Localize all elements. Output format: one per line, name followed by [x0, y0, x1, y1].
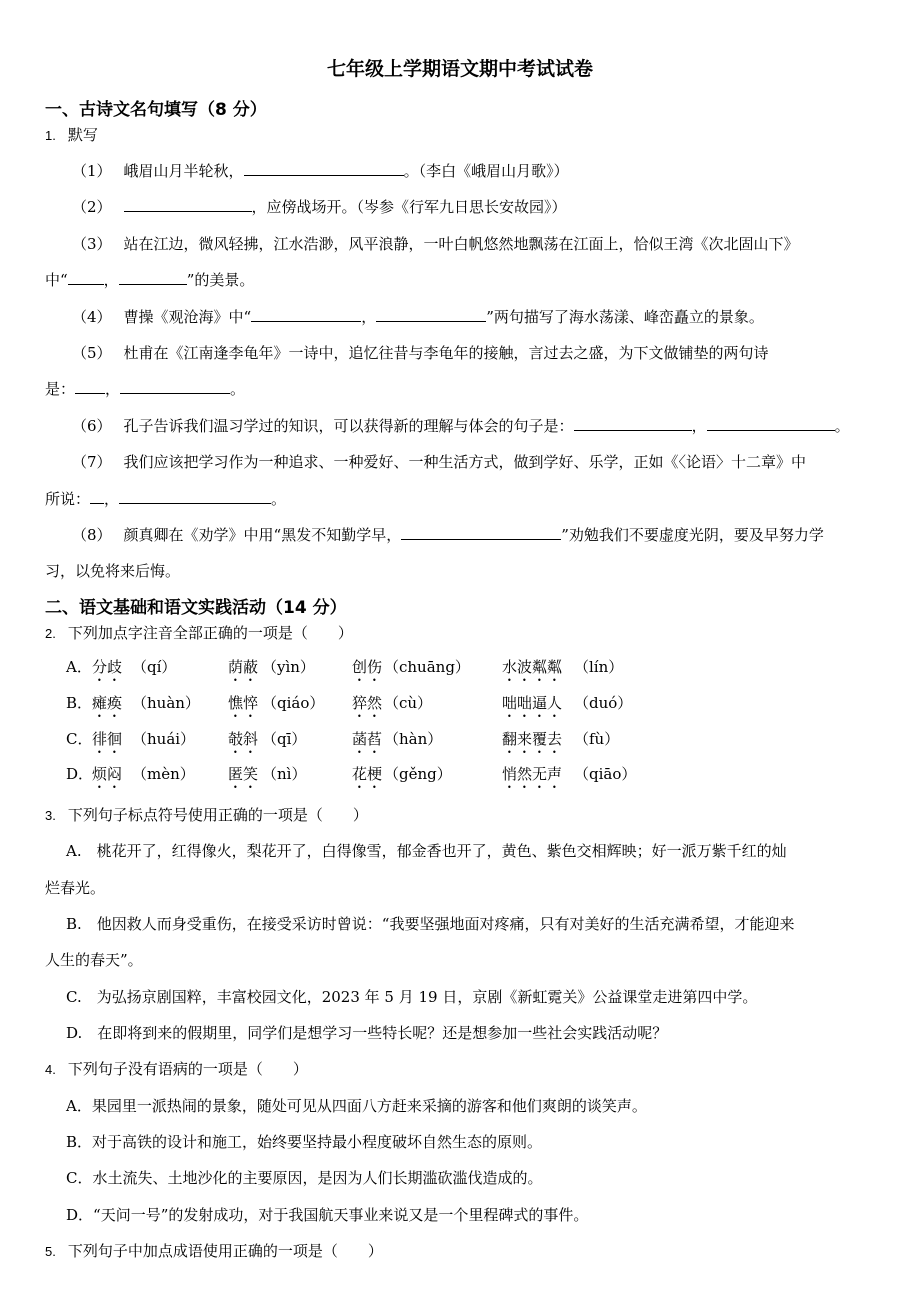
question-2-stem: 2. 下列加点字注音全部正确的一项是（ ）	[45, 624, 353, 642]
question-5-stem: 5. 下列句子中加点成语使用正确的一项是（ ）	[45, 1242, 383, 1260]
q4-option-c[interactable]: C．水土流失、土地沙化的主要原因，是因为人们长期滥砍滥伐造成的。	[66, 1169, 543, 1187]
question-number: 2.	[45, 626, 56, 641]
answer-blank[interactable]	[119, 270, 187, 285]
answer-blank[interactable]	[124, 197, 252, 212]
answer-blank[interactable]	[68, 270, 104, 285]
q4-option-a[interactable]: A．果园里一派热闹的景象，随处可见从四面八方赶来采摘的游客和他们爽朗的谈笑声。	[66, 1097, 647, 1115]
q1-item-2: （2） ，应傍战场开。（岑参《行军九日思长安故园》）	[72, 198, 567, 216]
question-1-header	[45, 125, 98, 146]
q1-item-8: （8） 颜真卿在《劝学》中用“黑发不知勤学早， ”劝勉我们不要虚度光阴，要及早努力学	[72, 526, 824, 544]
q1-item-5-cont: 是： ， 。	[45, 380, 246, 398]
q1-item-8-cont: 习，以免将来后悔。	[45, 562, 181, 580]
question-3-stem: 3. 下列句子标点符号使用正确的一项是（ ）	[45, 806, 368, 824]
answer-blank[interactable]	[574, 416, 692, 431]
question-number: 1.	[45, 128, 56, 143]
answer-blank[interactable]	[90, 489, 104, 504]
answer-blank[interactable]	[707, 416, 835, 431]
answer-blank[interactable]	[251, 307, 361, 322]
q3-option-a-cont: 烂春光。	[45, 879, 106, 897]
answer-blank[interactable]	[120, 379, 230, 394]
q4-option-b[interactable]: B．对于高铁的设计和施工，始终要坚持最小程度破坏自然生态的原则。	[66, 1133, 543, 1151]
q3-option-c[interactable]: C. 为弘扬京剧国粹，丰富校园文化，2023 年 5 月 19 日，京剧《新虹霓关》公益课堂走进第四中学。	[66, 988, 758, 1006]
q2-option-b[interactable]: B． 瘫痪 （huàn） 憔悴 （qiáo） 猝然 （cù） 咄咄逼人 （duó）	[66, 694, 633, 712]
question-number: 3.	[45, 808, 56, 823]
q2-option-a[interactable]: A． 分歧 （qí） 荫蔽 （yìn） 创伤 （chuāng） 水波粼粼 （lín）	[66, 658, 624, 676]
q1-item-5: （5） 杜甫在《江南逢李龟年》一诗中，追忆往昔与李龟年的接触，言过去之盛，为下文做铺垫的两句诗	[72, 344, 769, 362]
q3-option-b-cont: 人生的春天”。	[45, 951, 143, 969]
q2-option-d[interactable]: D． 烦闷 （mèn） 匿笑 （nì） 花梗 （gěng） 悄然无声 （qiāo）	[66, 765, 637, 783]
q1-item-4: （4） 曹操《观沧海》中“ ， ”两句描写了海水荡漾、峰峦矗立的景象。	[72, 308, 764, 326]
question-label: 默写	[67, 126, 98, 144]
answer-blank[interactable]	[119, 489, 271, 504]
answer-blank[interactable]	[75, 379, 105, 394]
q2-option-c[interactable]: C． 徘徊 （huái） 攲斜 （qī） 菡萏 （hàn） 翻来覆去 （fù）	[66, 730, 620, 748]
q3-option-b[interactable]: B. 他因救人而身受重伤，在接受采访时曾说：“我要坚强地面对疼痛，只有对美好的生活充满希望，才能迎来	[66, 915, 795, 933]
q3-option-d[interactable]: D. 在即将到来的假期里，同学们是想学习一些特长呢？还是想参加一些社会实践活动呢？	[66, 1024, 668, 1042]
q1-item-7: （7） 我们应该把学习作为一种追求、一种爱好、一种生活方式，做到学好、乐学，正如《〈论语〉十二章》中	[72, 453, 807, 471]
answer-blank[interactable]	[244, 161, 404, 176]
q1-item-7-cont: 所说： ， 。	[45, 490, 287, 508]
page-title: 七年级上学期语文期中考试试卷	[326, 58, 593, 80]
q4-option-d[interactable]: D．“天问一号”的发射成功，对于我国航天事业来说又是一个里程碑式的事件。	[66, 1206, 589, 1224]
q1-item-6: （6） 孔子告诉我们温习学过的知识，可以获得新的理解与体会的句子是： ， 。	[72, 417, 850, 435]
question-4-stem: 4. 下列句子没有语病的一项是（ ）	[45, 1060, 308, 1078]
section-2-heading: 二、语文基础和语文实践活动（14 分）	[45, 598, 347, 618]
answer-blank[interactable]	[376, 307, 486, 322]
q3-option-a[interactable]: A. 桃花开了，红得像火，梨花开了，白得像雪，郁金香也开了，黄色、紫色交相辉映；好一派万紫千红的灿	[66, 842, 787, 860]
q1-item-3: （3） 站在江边，微风轻拂，江水浩渺，风平浪静，一叶白帆悠然地飘荡在江面上，恰似王湾《次北固山下》	[72, 235, 799, 253]
section-1-heading: 一、古诗文名句填写（8 分）	[45, 100, 267, 120]
question-number: 5.	[45, 1244, 56, 1259]
answer-blank[interactable]	[401, 525, 561, 540]
q1-item-3-cont: 中“ ， ”的美景。	[45, 271, 255, 289]
q1-item-1: （1） 峨眉山月半轮秋， 。（李白《峨眉山月歌》）	[72, 162, 569, 180]
question-number: 4.	[45, 1062, 56, 1077]
